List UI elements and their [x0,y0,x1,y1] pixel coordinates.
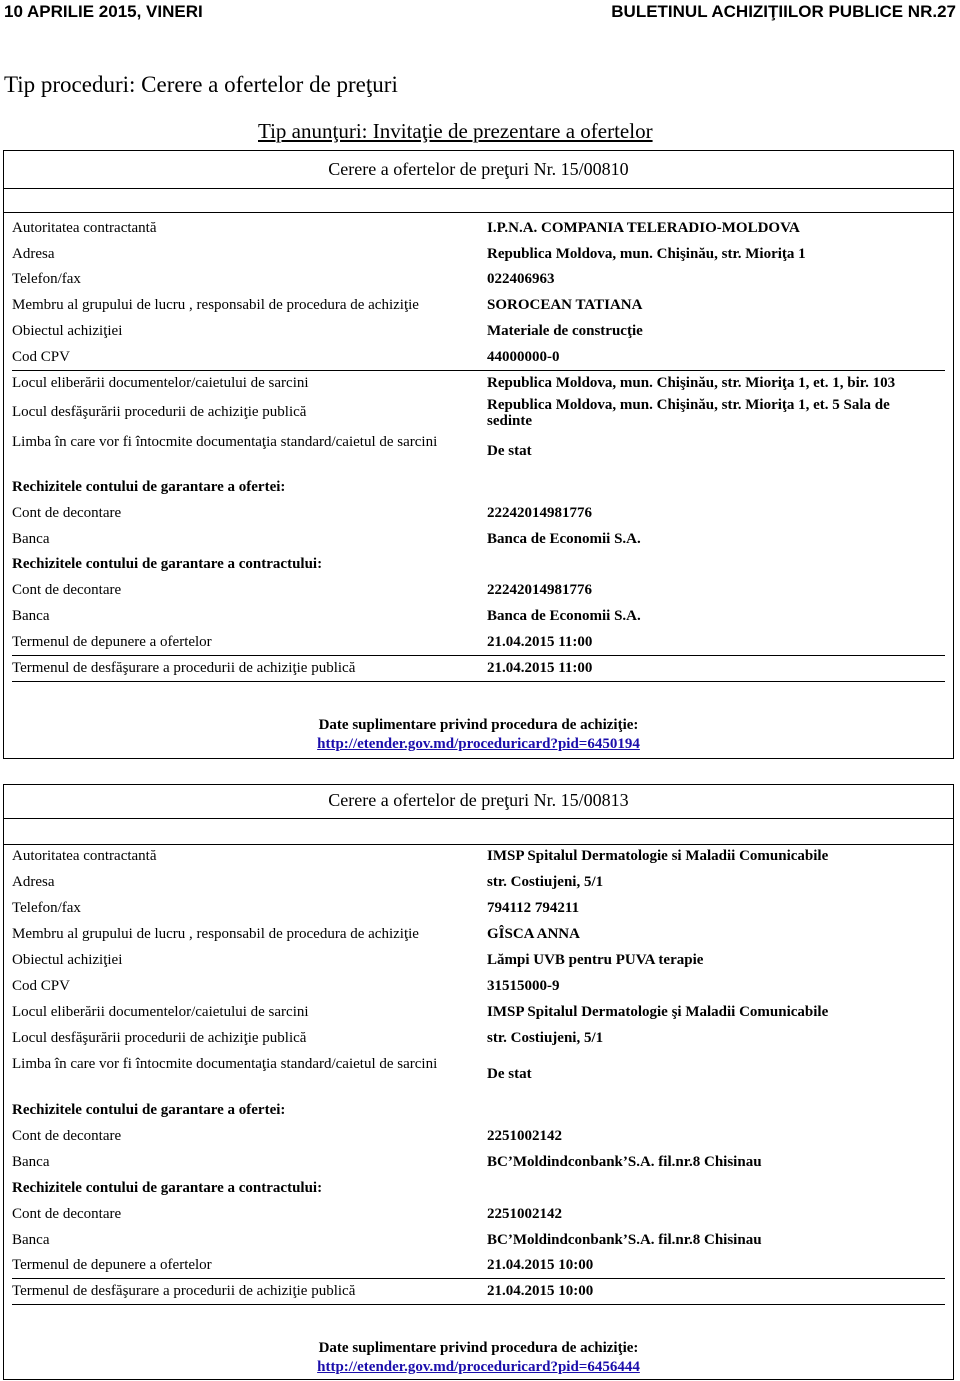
field-value: 22242014981776 [487,582,592,598]
section-heading: Rechizitele contului de garantare a contractului: [12,1180,323,1196]
field-label: Adresa [12,246,55,262]
notice-spacer [4,818,953,845]
field-row [12,348,945,371]
field-value: Lămpi UVB pentru PUVA terapie [487,952,704,968]
field-label: Telefon/fax [12,900,81,916]
field-value: 21.04.2015 11:00 [487,634,593,650]
field-label: Cont de decontare [12,1206,122,1222]
field-row [12,1282,945,1305]
field-label: Cont de decontare [12,582,122,598]
field-label: Cont de decontare [12,505,122,521]
field-value: 21.04.2015 10:00 [487,1283,594,1299]
field-value: 2251002142 [487,1128,562,1144]
field-value: 44000000-0 [487,349,560,365]
field-label: Membru al grupului de lucru , responsabil de procedura de achiziţie [12,297,419,313]
field-value: Banca de Economii S.A. [487,608,641,624]
field-label: Cod CPV [12,349,70,365]
notice-box-2 [3,784,954,1380]
field-label: Cod CPV [12,978,70,994]
procedure-card-link[interactable]: http://etender.gov.md/proceduricard?pid=6450194 [317,736,640,752]
page-header [4,2,956,24]
field-label: Limba în care vor fi întocmite documentaţia standard/caietul de sarcini [12,434,438,450]
field-value: str. Costiujeni, 5/1 [487,874,604,890]
field-value: Banca de Economii S.A. [487,531,641,547]
field-label: Membru al grupului de lucru , responsabil de procedura de achiziţie [12,926,419,942]
field-label: Banca [12,608,50,624]
field-value: Republica Moldova, mun. Chişinău, str. Mioriţa 1, et. 5 Sala de sedinte [487,397,890,429]
field-label: Autoritatea contractantă [12,848,157,864]
field-value: I.P.N.A. COMPANIA TELERADIO-MOLDOVA [487,220,800,236]
notice-spacer [4,188,953,213]
field-value: GÎSCA ANNA [487,926,580,942]
field-value: De stat [487,1066,532,1082]
field-label: Termenul de depunere a ofertelor [12,634,212,650]
field-label: Termenul de depunere a ofertelor [12,1257,212,1273]
field-label: Banca [12,531,50,547]
header-date: 10 APRILIE 2015, VINERI [4,2,203,21]
field-label: Obiectul achiziţiei [12,323,123,339]
field-label: Telefon/fax [12,271,81,287]
field-row [12,1055,945,1095]
section-heading: Rechizitele contului de garantare a contractului: [12,556,323,572]
field-value: 022406963 [487,271,555,287]
field-label: Locul desfăşurării procedurii de achiziţie publică [12,1030,307,1046]
field-value: str. Costiujeni, 5/1 [487,1030,604,1046]
field-label: Banca [12,1232,50,1248]
extra-info-link-wrap [4,1358,953,1377]
notice-title: Cerere a ofertelor de preţuri Nr. 15/00810 [4,151,953,189]
field-row [12,633,945,656]
notice-box-1 [3,150,954,759]
field-value: 794112 794211 [487,900,580,916]
field-label: Banca [12,1154,50,1170]
field-row [12,1256,945,1279]
field-row [12,433,945,473]
field-label: Locul eliberării documentelor/caietului de sarcini [12,1004,309,1020]
procedure-card-link[interactable]: http://etender.gov.md/proceduricard?pid=6456444 [317,1359,640,1375]
field-value: IMSP Spitalul Dermatologie si Maladii Comunicabile [487,848,829,864]
field-value: 2251002142 [487,1206,562,1222]
section-heading: Rechizitele contului de garantare a ofertei: [12,1102,286,1118]
extra-info-link-wrap [4,735,953,754]
field-value: 21.04.2015 10:00 [487,1257,594,1273]
field-value: BC’Moldindconbank’S.A. fil.nr.8 Chisinau [487,1154,762,1170]
field-label: Locul desfăşurării procedurii de achiziţie publică [12,404,307,420]
field-value: BC’Moldindconbank’S.A. fil.nr.8 Chisinau [487,1232,762,1248]
field-label: Autoritatea contractantă [12,220,157,236]
field-label: Cont de decontare [12,1128,122,1144]
field-label: Adresa [12,874,55,890]
field-value: IMSP Spitalul Dermatologie şi Maladii Comunicabile [487,1004,829,1020]
field-value: SOROCEAN TATIANA [487,297,643,313]
extra-info-label: Date suplimentare privind procedura de achiziţie: [318,717,639,733]
field-value: 22242014981776 [487,505,592,521]
field-row [12,397,945,433]
procedure-type-heading: Tip proceduri: Cerere a ofertelor de preţuri [4,72,398,97]
field-value: Materiale de construcţie [487,323,643,339]
field-label: Limba în care vor fi întocmite documentaţia standard/caietul de sarcini [12,1056,438,1072]
field-label: Obiectul achiziţiei [12,952,123,968]
notice-title: Cerere a ofertelor de preţuri Nr. 15/00813 [4,785,953,819]
field-label: Locul eliberării documentelor/caietului de sarcini [12,375,309,391]
field-label: Termenul de desfăşurare a procedurii de achiziţie publică [12,1283,356,1299]
header-bulletin: BULETINUL ACHIZIŢIILOR PUBLICE NR.27 [611,2,956,21]
field-value: 31515000-9 [487,978,560,994]
field-value: 21.04.2015 11:00 [487,660,593,676]
announcement-type-heading: Tip anunţuri: Invitaţie de prezentare a ofertelor [258,119,653,143]
field-label: Termenul de desfăşurare a procedurii de achiziţie publică [12,660,356,676]
extra-info-label: Date suplimentare privind procedura de achiziţie: [318,1340,639,1356]
field-value: De stat [487,443,532,459]
field-value: Republica Moldova, mun. Chişinău, str. Mioriţa 1 [487,246,806,262]
section-heading: Rechizitele contului de garantare a ofertei: [12,479,286,495]
field-row [12,659,945,682]
field-value: Republica Moldova, mun. Chişinău, str. Mioriţa 1, et. 1, bir. 103 [487,375,896,391]
